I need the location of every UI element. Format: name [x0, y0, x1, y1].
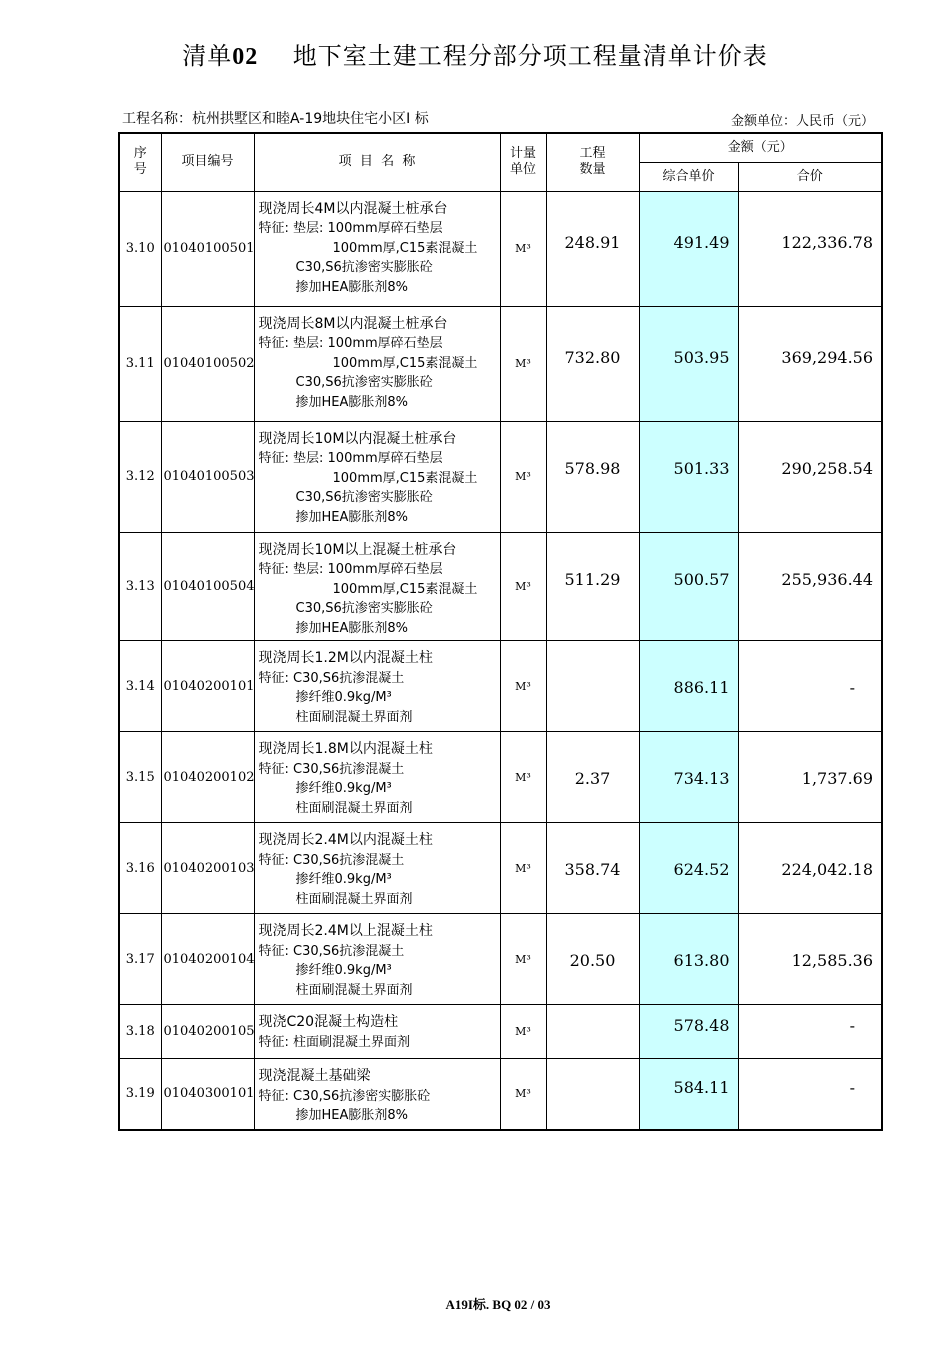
item-qty: 578.98 [546, 421, 639, 532]
table-row [119, 306, 882, 421]
header-code: 项目编号 [161, 133, 254, 191]
table-row [119, 1005, 882, 1059]
item-code: 01040200102 [161, 732, 254, 823]
item-qty: 732.80 [546, 306, 639, 421]
bill-of-quantities-table [118, 132, 883, 1131]
item-description [254, 641, 500, 732]
project-name: 工程名称：杭州拱墅区和睦A-19地块住宅小区I 标 [122, 111, 429, 127]
item-unit-price: 501.33 [639, 421, 738, 532]
header-total: 合价 [738, 162, 882, 191]
item-qty [546, 641, 639, 732]
table-row [119, 1059, 882, 1130]
item-feature-line: 100mm厚,C15素混凝土 [332, 581, 478, 597]
table-row [119, 823, 882, 914]
item-total: 369,294.56 [738, 306, 882, 421]
currency-unit: 金额单位：人民币（元） [730, 114, 874, 129]
header-unit-price: 综合单价 [639, 162, 738, 191]
item-total: - [738, 1005, 882, 1059]
item-seq: 3.12 [119, 421, 161, 532]
item-feature-line: 柱面刷混凝土界面剂 [295, 709, 413, 725]
item-unit-price: 886.11 [639, 641, 738, 732]
item-name: 现浇周长8M以内混凝土桩承台 [258, 315, 448, 332]
item-feature-line: 特征: 垫层: 100mm厚碎石垫层 [258, 336, 443, 351]
item-qty [546, 1005, 639, 1059]
item-unit: M³ [500, 1059, 546, 1130]
table-row [119, 914, 882, 1005]
item-name: 现浇周长1.2M以内混凝土柱 [258, 650, 433, 666]
item-total: 224,042.18 [738, 823, 882, 914]
item-total: 255,936.44 [738, 532, 882, 641]
item-unit-price: 503.95 [639, 306, 738, 421]
item-feature-line: 特征: 垫层: 100mm厚碎石垫层 [258, 221, 443, 236]
item-feature-line: 100mm厚,C15素混凝土 [332, 470, 478, 486]
item-feature-line: 掺加HEA膨胀剂8% [295, 1108, 409, 1123]
item-description [254, 1059, 500, 1130]
item-name: 现浇周长4M以内混凝土桩承台 [258, 200, 448, 217]
item-unit: M³ [500, 641, 546, 732]
item-feature-line: 特征: C30,S6抗渗密实膨胀砼 [258, 1088, 431, 1104]
item-unit-price: 578.48 [639, 1005, 738, 1059]
item-feature-line: 掺纤维0.9kg/M³ [295, 963, 392, 978]
page-title [0, 36, 950, 71]
item-unit: M³ [500, 732, 546, 823]
item-feature-line: 掺加HEA膨胀剂8% [295, 620, 409, 636]
item-feature-line: 特征: C30,S6抗渗混凝土 [258, 761, 405, 777]
item-description [254, 1005, 500, 1059]
item-seq: 3.19 [119, 1059, 161, 1130]
item-feature-line: 掺纤维0.9kg/M³ [295, 872, 392, 887]
item-description [254, 732, 500, 823]
table-row [119, 421, 882, 532]
item-feature-line: 100mm厚,C15素混凝土 [332, 240, 478, 256]
item-feature-line: 柱面刷混凝土界面剂 [295, 982, 413, 998]
item-qty: 20.50 [546, 914, 639, 1005]
item-unit: M³ [500, 1005, 546, 1059]
header-amount: 金额（元） [639, 133, 882, 162]
item-feature-line: 特征: 垫层: 100mm厚碎石垫层 [258, 562, 443, 577]
item-qty: 2.37 [546, 732, 639, 823]
page-footer: A19I标. BQ 02 / 03 [445, 1297, 551, 1312]
header-qty: 工程 数量 [546, 133, 639, 191]
item-description [254, 306, 500, 421]
item-seq: 3.13 [119, 532, 161, 641]
title-code: 02 [232, 44, 259, 70]
item-code: 01040200104 [161, 914, 254, 1005]
item-feature-line: 100mm厚,C15素混凝土 [332, 355, 478, 371]
header-name: 项 目 名 称 [254, 133, 500, 191]
item-qty: 511.29 [546, 532, 639, 641]
item-unit: M³ [500, 306, 546, 421]
item-code: 01040300101 [161, 1059, 254, 1130]
item-total: - [738, 641, 882, 732]
item-unit-price: 624.52 [639, 823, 738, 914]
item-unit: M³ [500, 191, 546, 306]
header-unit: 计量 单位 [500, 133, 546, 191]
title-text: 地下室土建工程分部分项工程量清单计价表 [292, 42, 768, 70]
item-feature-line: 柱面刷混凝土界面剂 [295, 891, 413, 907]
item-unit-price: 613.80 [639, 914, 738, 1005]
item-feature-line: C30,S6抗渗密实膨胀砼 [295, 490, 433, 505]
item-qty [546, 1059, 639, 1130]
item-feature-line: 掺加HEA膨胀剂8% [295, 394, 409, 410]
item-feature-line: 特征: C30,S6抗渗混凝土 [258, 852, 405, 868]
item-feature-line: C30,S6抗渗密实膨胀砼 [295, 375, 433, 390]
item-code: 01040200101 [161, 641, 254, 732]
item-unit: M³ [500, 823, 546, 914]
item-seq: 3.16 [119, 823, 161, 914]
item-unit-price: 584.11 [639, 1059, 738, 1130]
item-unit: M³ [500, 421, 546, 532]
table-row [119, 532, 882, 641]
table-row [119, 732, 882, 823]
item-name: 现浇周长1.8M以内混凝土柱 [258, 741, 433, 757]
item-seq: 3.14 [119, 641, 161, 732]
item-qty: 248.91 [546, 191, 639, 306]
item-total: 1,737.69 [738, 732, 882, 823]
item-name: 现浇周长10M以内混凝土桩承台 [258, 430, 457, 447]
item-code: 01040200105 [161, 1005, 254, 1059]
item-description [254, 823, 500, 914]
header-seq: 序 号 [119, 133, 161, 191]
item-feature-line: 特征: C30,S6抗渗混凝土 [258, 670, 405, 686]
table-row [119, 641, 882, 732]
item-seq: 3.18 [119, 1005, 161, 1059]
item-code: 01040100503 [161, 421, 254, 532]
item-total: 122,336.78 [738, 191, 882, 306]
item-name: 现浇周长2.4M以上混凝土柱 [258, 923, 433, 939]
item-feature-line: C30,S6抗渗密实膨胀砼 [295, 601, 433, 616]
table-row [119, 191, 882, 306]
item-feature-line: 掺加HEA膨胀剂8% [295, 509, 409, 525]
item-seq: 3.11 [119, 306, 161, 421]
item-code: 01040100501 [161, 191, 254, 306]
item-unit: M³ [500, 914, 546, 1005]
title-prefix: 清单 [182, 42, 233, 70]
item-description [254, 191, 500, 306]
item-code: 01040200103 [161, 823, 254, 914]
item-description [254, 914, 500, 1005]
item-feature-line: 掺加HEA膨胀剂8% [295, 279, 409, 295]
item-total: 12,585.36 [738, 914, 882, 1005]
item-seq: 3.15 [119, 732, 161, 823]
item-code: 01040100504 [161, 532, 254, 641]
item-seq: 3.17 [119, 914, 161, 1005]
item-name: 现浇C20混凝土构造柱 [258, 1014, 399, 1030]
item-description [254, 532, 500, 641]
item-feature-line: 特征: 柱面刷混凝土界面剂 [258, 1034, 411, 1050]
item-qty: 358.74 [546, 823, 639, 914]
item-name: 现浇混凝土基础梁 [258, 1068, 371, 1084]
item-feature-line: 掺纤维0.9kg/M³ [295, 690, 392, 705]
item-feature-line: 特征: 垫层: 100mm厚碎石垫层 [258, 451, 443, 466]
item-feature-line: 掺纤维0.9kg/M³ [295, 781, 392, 796]
item-unit-price: 500.57 [639, 532, 738, 641]
item-seq: 3.10 [119, 191, 161, 306]
item-name: 现浇周长2.4M以内混凝土柱 [258, 832, 433, 848]
item-total: 290,258.54 [738, 421, 882, 532]
item-name: 现浇周长10M以上混凝土桩承台 [258, 541, 457, 558]
item-unit-price: 491.49 [639, 191, 738, 306]
item-total: - [738, 1059, 882, 1130]
item-feature-line: 特征: C30,S6抗渗混凝土 [258, 943, 405, 959]
item-feature-line: C30,S6抗渗密实膨胀砼 [295, 260, 433, 275]
item-unit-price: 734.13 [639, 732, 738, 823]
item-unit: M³ [500, 532, 546, 641]
item-feature-line: 柱面刷混凝土界面剂 [295, 800, 413, 816]
item-description [254, 421, 500, 532]
item-code: 01040100502 [161, 306, 254, 421]
